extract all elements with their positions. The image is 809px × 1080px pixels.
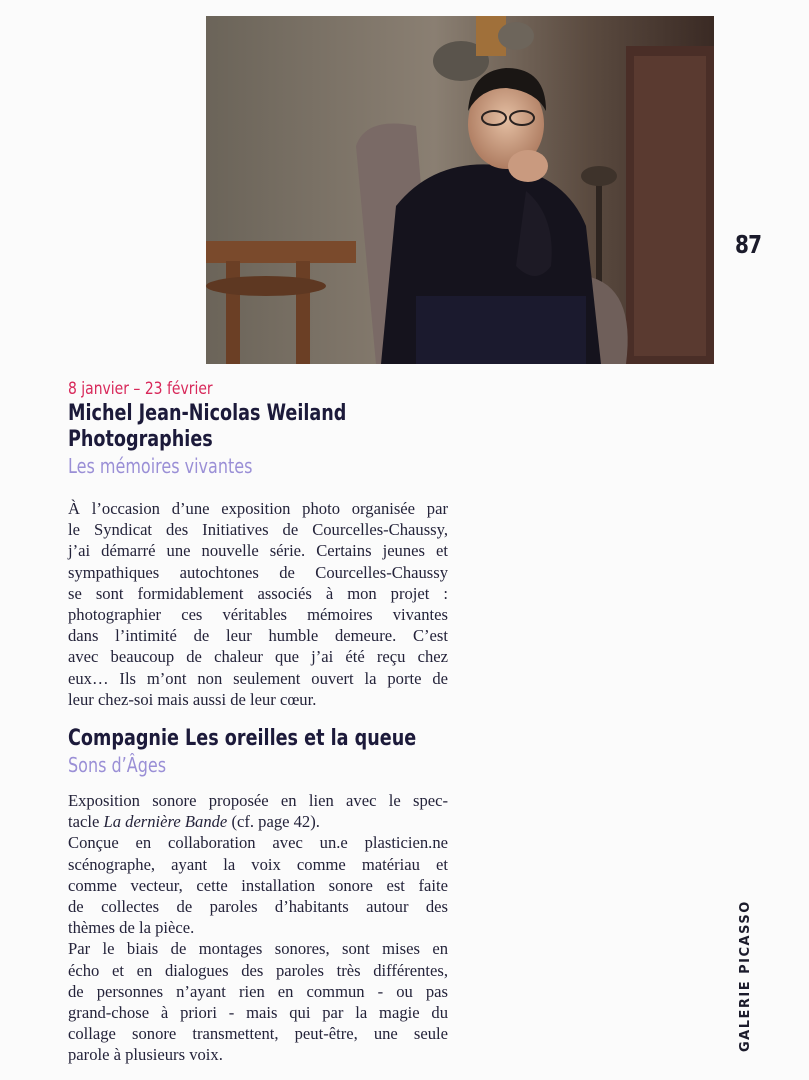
section-exhibition-photo [68,379,448,479]
body-line: le Syndicat des Initiatives de Courcelles-Chaussy, [68,520,448,540]
exhibition-subtitle: Les mémoires vivantes [68,454,253,478]
body-line: scénographe, ayant la voix comme matériau et [68,854,448,874]
portrait-photo [206,16,714,364]
body-line: dans l’intimité de leur humble demeure. C’est [68,626,448,646]
gallery-side-label: GALERIE PICASSO [738,900,753,1052]
section-sound-exhibition [68,726,448,778]
body-line: grand-chose à priori - mais qui par la magie du [68,1003,448,1023]
body-line: comme vecteur, cette installation sonore est faite [68,875,448,895]
body-line: Exposition sonore proposée en lien avec le spec- [68,791,448,810]
body-line: thèmes de la pièce. [68,918,195,938]
event-date: 8 janvier – 23 février [68,379,213,399]
body-line: Par le biais de montages sonores, sont mises en [68,939,448,959]
exhibition-type: Photographies [68,427,213,452]
body-line: photographier ces véritables mémoires vivantes [68,605,448,625]
body-line: de personnes n’ayant rien en commun - ou pas [68,981,448,1001]
portrait-photo-illustration [206,16,714,364]
page-number: 87 [735,230,762,259]
body-line: parole à plusieurs voix. [68,1045,223,1065]
body-line: de collectes de paroles d’habitants autour des [68,897,448,917]
body-line: se sont formidablement associés à mon projet : [68,583,448,603]
body-line: À l’occasion d’une exposition photo organisée par [68,499,448,518]
body-text-fragment: (cf. page 42). [227,812,320,832]
company-name: Compagnie Les oreilles et la queue [68,726,417,751]
section1-body [68,498,448,710]
body-line: sympathiques autochtones de Courcelles-Chaussy [68,562,448,582]
body-line: j’ai démarré une nouvelle série. Certains jeunes et [68,541,448,561]
section2-body [68,790,448,1066]
body-line: écho et en dialogues des paroles très différentes, [68,960,448,980]
body-line: collage sonore transmettent, peut-être, une seule [68,1024,448,1044]
body-line: avec beaucoup de chaleur que j’ai été reçu chez [68,647,448,667]
body-line-with-title [68,811,448,832]
artist-name: Michel Jean-Nicolas Weiland [68,401,347,426]
exhibition-subtitle: Sons d’Âges [68,753,167,777]
body-line: Conçue en collaboration avec un.e plasticien.ne [68,833,448,853]
show-title: La dernière Bande [103,812,228,832]
body-text-fragment: tacle [68,812,104,832]
body-line: eux… Ils m’ont non seulement ouvert la porte de [68,668,448,688]
body-line: leur chez-soi mais aussi de leur cœur. [68,689,317,709]
